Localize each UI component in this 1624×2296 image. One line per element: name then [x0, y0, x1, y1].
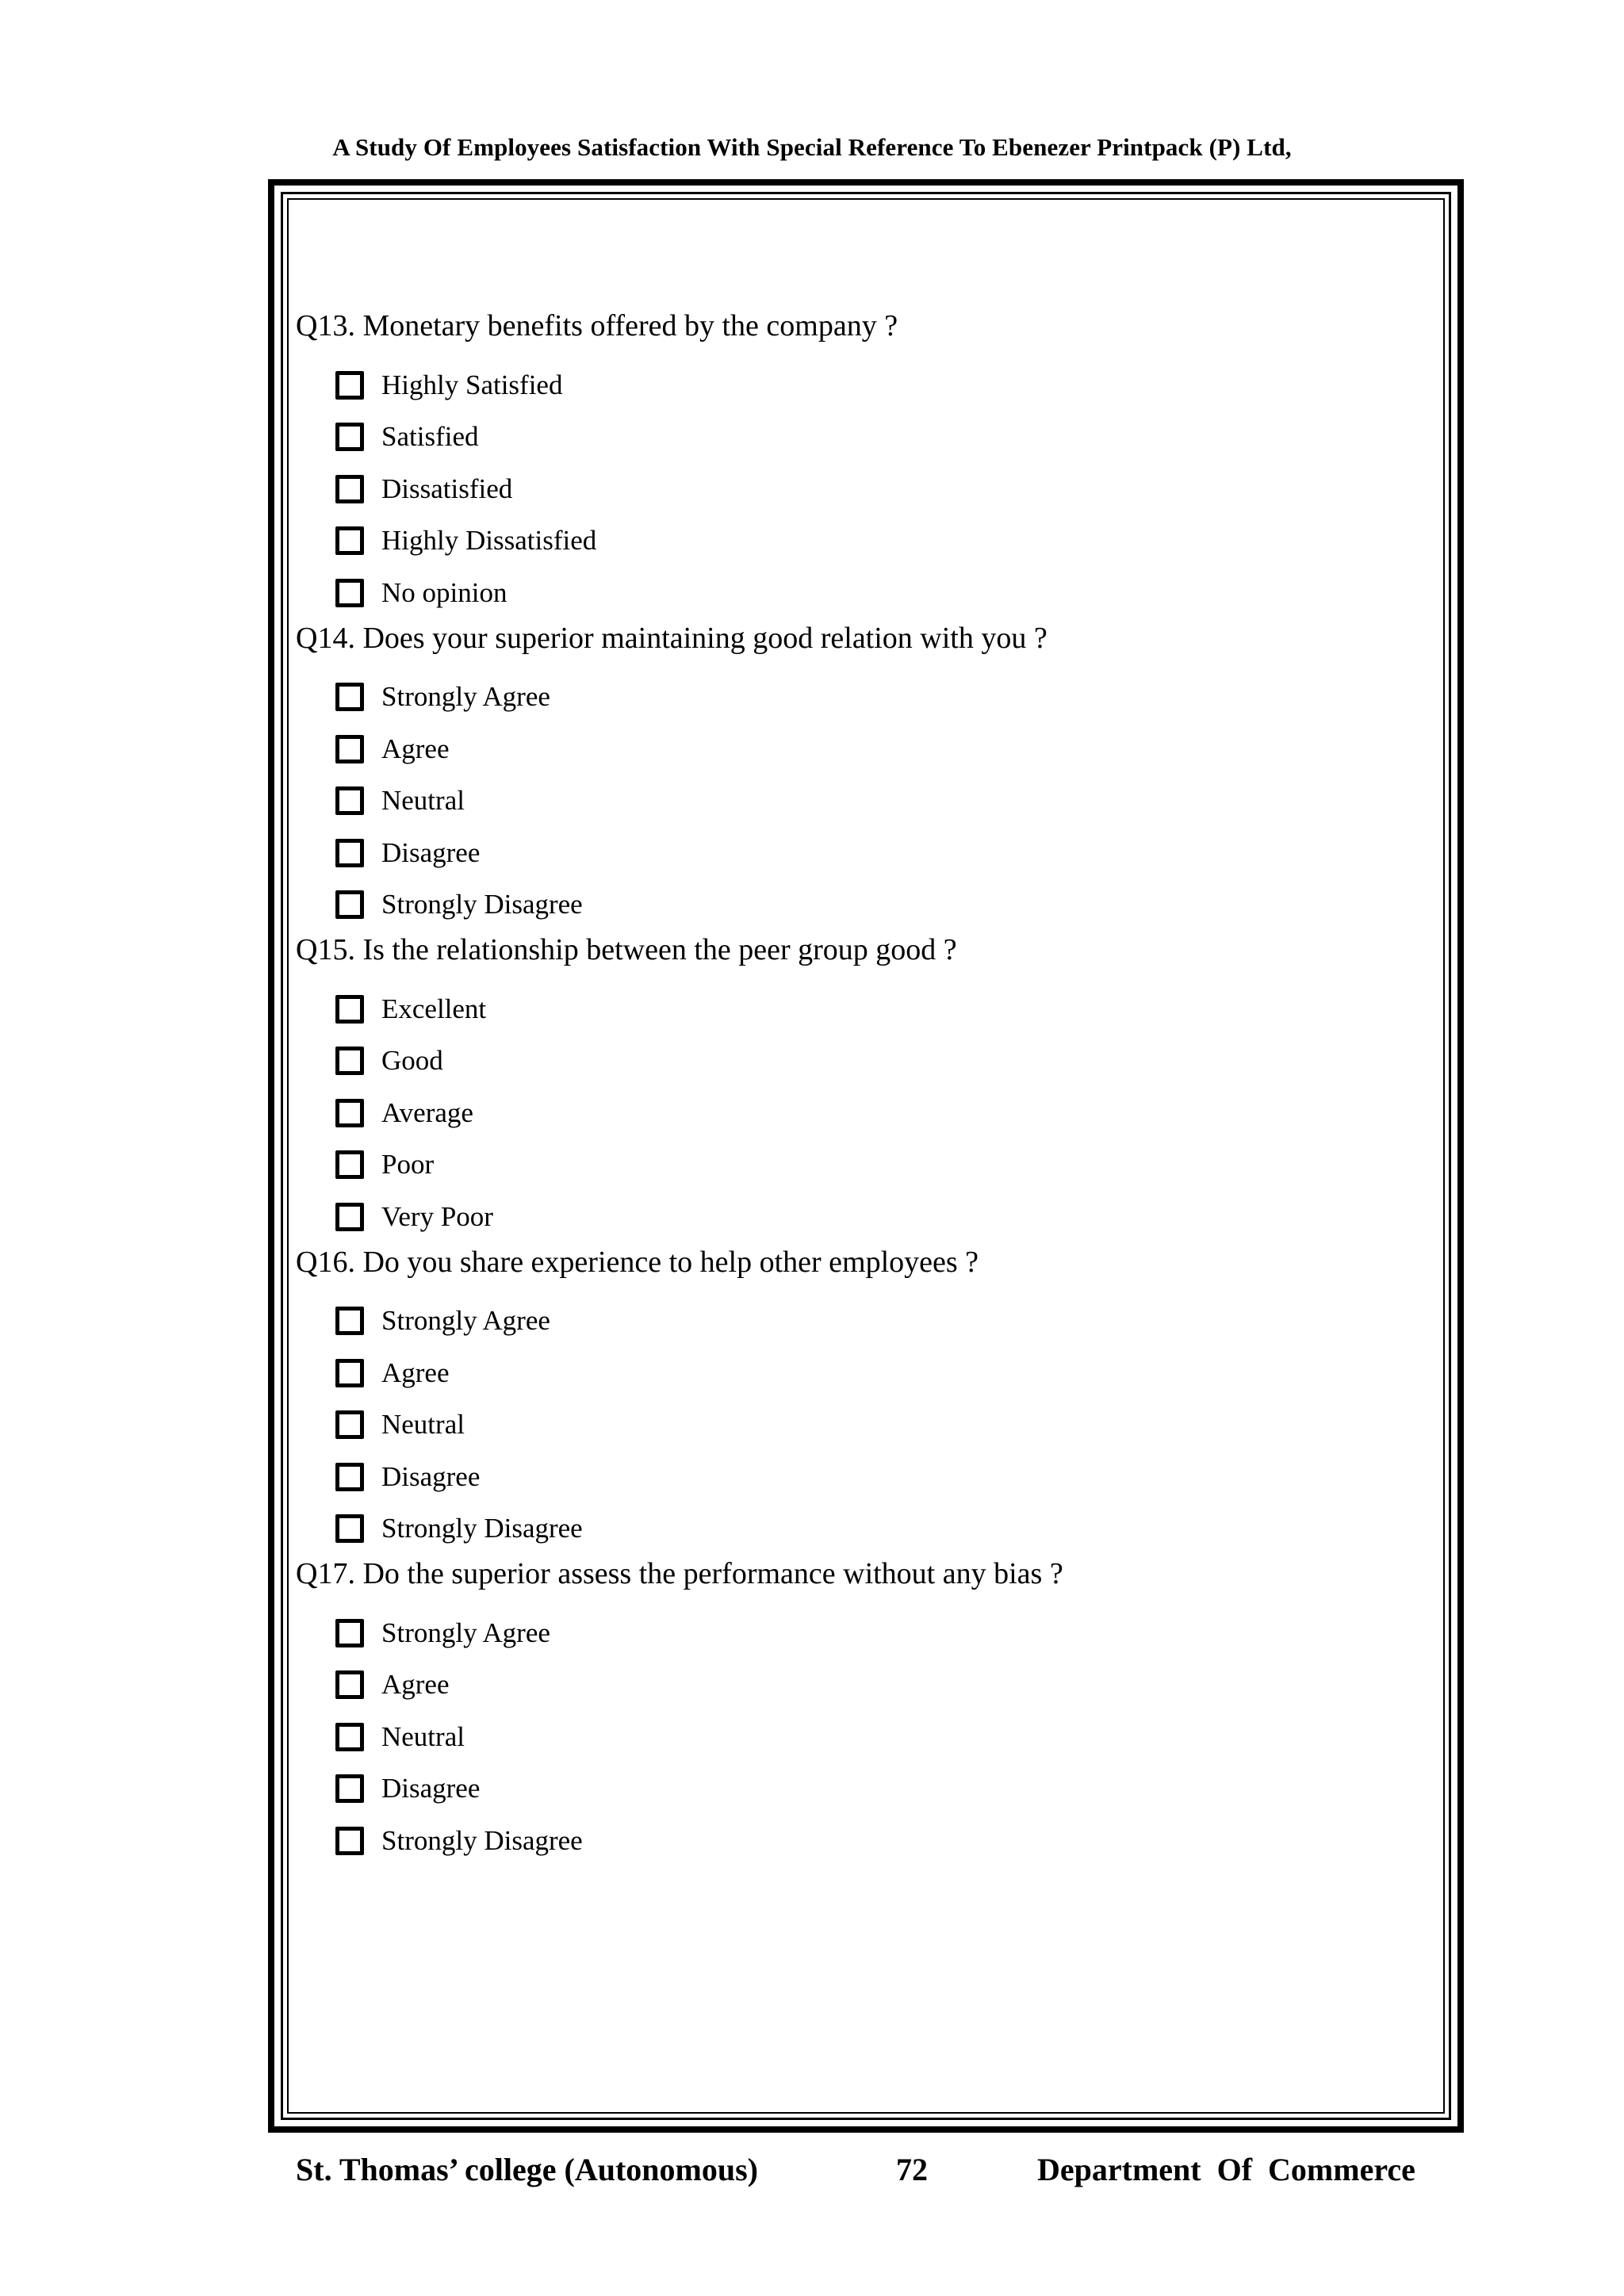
- footer-college: St. Thomas’ college (Autonomous): [296, 2152, 758, 2187]
- option-label: Poor: [381, 1149, 435, 1181]
- option-row[interactable]: [296, 1399, 1422, 1452]
- option-row[interactable]: [296, 1607, 1422, 1659]
- option-label: Strongly Agree: [381, 1305, 550, 1337]
- option-label: Disagree: [381, 1773, 481, 1804]
- question-text: Q15. Is the relationship between the peer group good ?: [296, 933, 957, 966]
- checkbox[interactable]: [335, 1774, 364, 1803]
- option-label: Satisfied: [381, 421, 479, 453]
- question-q17: [296, 1555, 1422, 1867]
- option-label: Excellent: [381, 993, 487, 1024]
- checkbox[interactable]: [335, 579, 364, 607]
- option-row[interactable]: [296, 1815, 1422, 1867]
- option-row[interactable]: [296, 1191, 1422, 1243]
- question-q13: [296, 307, 1422, 619]
- checkbox[interactable]: [335, 1827, 364, 1855]
- option-row[interactable]: [296, 515, 1422, 568]
- checkbox[interactable]: [335, 890, 364, 919]
- option-row[interactable]: [296, 1139, 1422, 1192]
- question-text: Q16. Do you share experience to help other employees ?: [296, 1245, 979, 1279]
- questionnaire: [296, 307, 1422, 1867]
- option-row[interactable]: [296, 463, 1422, 515]
- checkbox[interactable]: [335, 1619, 364, 1647]
- option-row[interactable]: [296, 359, 1422, 411]
- option-row[interactable]: [296, 1503, 1422, 1556]
- checkbox[interactable]: [335, 839, 364, 867]
- footer-department: Department Of Commerce: [1037, 2152, 1415, 2187]
- checkbox[interactable]: [335, 995, 364, 1024]
- option-label: Average: [381, 1096, 473, 1128]
- checkbox[interactable]: [335, 371, 364, 400]
- checkbox[interactable]: [335, 475, 364, 503]
- checkbox[interactable]: [335, 1047, 364, 1075]
- option-label: Highly Dissatisfied: [381, 525, 597, 557]
- option-row[interactable]: [296, 1035, 1422, 1088]
- option-row[interactable]: [296, 827, 1422, 879]
- option-row[interactable]: [296, 1347, 1422, 1399]
- option-label: Good: [381, 1045, 443, 1077]
- option-label: Very Poor: [381, 1200, 493, 1232]
- checkbox[interactable]: [335, 735, 364, 763]
- option-label: Strongly Disagree: [381, 889, 583, 920]
- option-label: Agree: [381, 1357, 450, 1388]
- option-label: Neutral: [381, 785, 465, 817]
- option-row[interactable]: [296, 983, 1422, 1035]
- option-label: Neutral: [381, 1409, 465, 1441]
- question-text: Q17. Do the superior assess the performance without any bias ?: [296, 1557, 1063, 1590]
- option-label: Strongly Disagree: [381, 1824, 583, 1856]
- option-label: Neutral: [381, 1720, 465, 1752]
- checkbox[interactable]: [335, 1307, 364, 1335]
- checkbox[interactable]: [335, 786, 364, 815]
- option-row[interactable]: [296, 1711, 1422, 1763]
- footer-page-number: 72: [896, 2152, 928, 2187]
- option-label: Disagree: [381, 836, 481, 868]
- option-row[interactable]: [296, 1763, 1422, 1816]
- checkbox[interactable]: [335, 1514, 364, 1543]
- option-label: Strongly Disagree: [381, 1513, 583, 1544]
- option-row[interactable]: [296, 1295, 1422, 1348]
- option-label: Disagree: [381, 1460, 481, 1492]
- option-label: Strongly Agree: [381, 1617, 550, 1648]
- question-q16: [296, 1243, 1422, 1556]
- checkbox[interactable]: [335, 1670, 364, 1699]
- question-text: Q14. Does your superior maintaining good relation with you ?: [296, 621, 1048, 655]
- checkbox[interactable]: [335, 683, 364, 711]
- checkbox[interactable]: [335, 1203, 364, 1231]
- option-label: Dissatisfied: [381, 473, 513, 504]
- option-label: Agree: [381, 733, 450, 764]
- option-label: No opinion: [381, 576, 508, 608]
- option-row[interactable]: [296, 411, 1422, 464]
- option-row[interactable]: [296, 1087, 1422, 1139]
- option-row[interactable]: [296, 723, 1422, 775]
- checkbox[interactable]: [335, 1099, 364, 1127]
- option-row[interactable]: [296, 567, 1422, 619]
- checkbox[interactable]: [335, 1150, 364, 1179]
- option-row[interactable]: [296, 672, 1422, 724]
- question-text: Q13. Monetary benefits offered by the company ?: [296, 309, 898, 342]
- checkbox[interactable]: [335, 1723, 364, 1751]
- checkbox[interactable]: [335, 1359, 364, 1387]
- checkbox[interactable]: [335, 423, 364, 451]
- checkbox[interactable]: [335, 526, 364, 555]
- checkbox[interactable]: [335, 1410, 364, 1439]
- option-row[interactable]: [296, 1451, 1422, 1503]
- checkbox[interactable]: [335, 1463, 364, 1491]
- page-header-title: A Study Of Employees Satisfaction With Special Reference To Ebenezer Printpack (P) Ltd,: [332, 133, 1292, 161]
- question-q15: [296, 931, 1422, 1243]
- page-footer: [0, 2150, 1624, 2190]
- option-label: Agree: [381, 1669, 450, 1701]
- question-q14: [296, 619, 1422, 932]
- option-row[interactable]: [296, 775, 1422, 828]
- option-label: Strongly Agree: [381, 681, 550, 713]
- option-row[interactable]: [296, 1659, 1422, 1712]
- option-row[interactable]: [296, 879, 1422, 932]
- option-label: Highly Satisfied: [381, 369, 563, 400]
